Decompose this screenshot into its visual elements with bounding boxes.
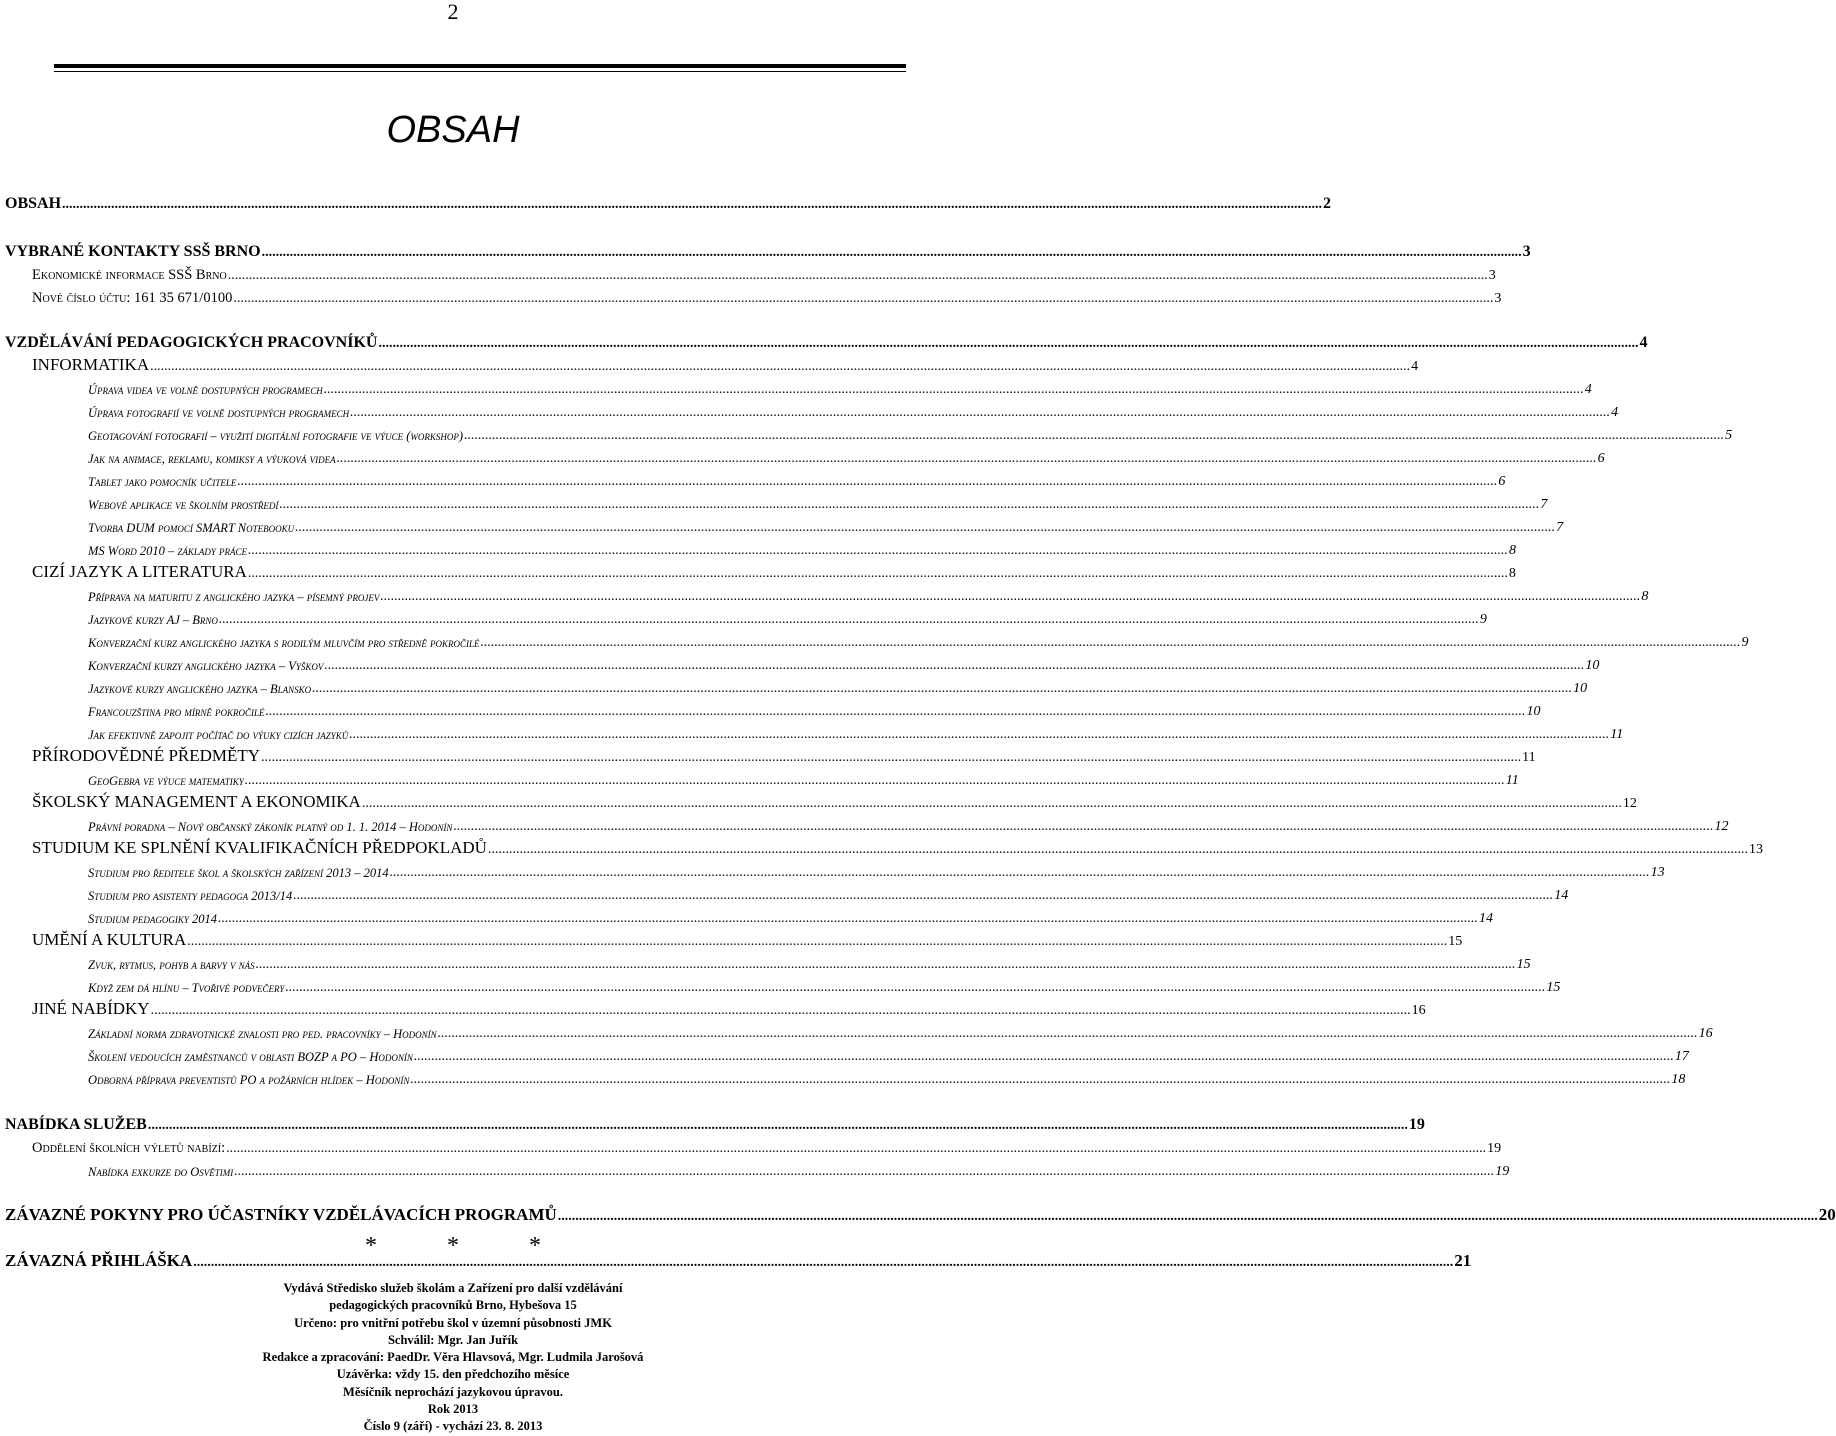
toc-entry-page: 10 [1585,658,1600,673]
toc-entry[interactable] [88,493,1548,513]
toc-entry[interactable] [88,769,1519,789]
toc-entry-title: Studium pedagogiky 2014 [88,912,217,926]
toc-entry-page: 6 [1597,451,1605,466]
toc-entry[interactable] [32,287,1502,307]
toc-entry[interactable] [88,1160,1510,1180]
toc-leader-dots [311,681,1573,697]
toc-entry[interactable] [88,585,1649,605]
toc-leader-dots [225,1141,1487,1157]
toc-leader-dots [413,1049,1675,1065]
toc-entry-title: Studium pro asistenty pedagoga 2013/14 [88,889,293,903]
toc-leader-dots [218,612,1480,628]
toc-entry-page: 3 [1488,268,1496,283]
toc-entry-page: 19 [1495,1164,1510,1179]
toc-entry[interactable] [32,264,1496,284]
toc-entry-page: 10 [1526,704,1541,719]
toc-entry-page: 12 [1622,796,1637,811]
toc-entry[interactable] [32,999,1426,1019]
imprint-line: Určeno: pro vnitřní potřebu škol v územní působnosti JMK [294,1315,612,1330]
toc-entry[interactable] [88,1022,1713,1042]
imprint-line: Měsíčník neprochází jazykovou úpravou. [343,1384,563,1399]
toc-entry-page: 13 [1748,842,1763,857]
toc-entry-title: Jazykové kurzy AJ – Brno [88,613,218,627]
toc-leader-dots [150,1003,1412,1019]
toc-entry-page: 14 [1479,911,1493,926]
toc-entry-page: 9 [1741,635,1749,650]
imprint [0,1280,906,1436]
toc-entry-title: CIZÍ JAZYK A LITERATURA [32,562,247,581]
separator-stars [0,1233,906,1260]
toc-entry-page: 6 [1498,474,1506,489]
toc-entry[interactable] [5,1205,1836,1225]
toc-entry-page: 14 [1554,888,1569,903]
toc-entry-page: 15 [1546,980,1561,995]
toc-entry[interactable] [88,1068,1686,1088]
toc-entry-title: Základní norma zdravotnické znalosti pro ped. pracovníky – Hodonín [88,1027,437,1041]
toc-leader-dots [379,589,1641,605]
toc-entry[interactable] [88,401,1619,421]
toc-leader-dots [377,336,1639,352]
toc-leader-dots [294,520,1556,536]
toc-leader-dots [265,704,1527,720]
toc-entry-title: Tvorba DUM pomocí SMART Notebooku [88,521,295,535]
toc-entry[interactable] [32,930,1463,950]
toc-leader-dots [244,773,1506,789]
toc-entry-page: 4 [1639,334,1648,351]
toc-entry-page: 16 [1411,1003,1426,1018]
imprint-line: pedagogických pracovníků Brno, Hybešova 15 [329,1298,577,1313]
toc-entry-title: Geotagování fotografií – využití digitální fotografie ve výuce (workshop) [88,429,464,443]
toc-entry-title: INFORMATIKA [32,355,150,374]
toc-entry[interactable] [88,378,1592,398]
toc-entry[interactable] [88,861,1665,881]
toc-leader-dots [323,382,1585,398]
toc-entry[interactable] [88,539,1516,559]
star: * [529,1233,541,1259]
toc-entry-title: Úprava videa ve volně dostupných programech [88,383,323,397]
toc-leader-dots [463,428,1725,444]
toc-entry[interactable] [88,723,1624,743]
toc-entry-page: 16 [1698,1026,1713,1041]
toc-entry[interactable] [88,953,1531,973]
toc-entry-page: 19 [1487,1141,1502,1156]
toc-entry-title: ŠKOLSKÝ MANAGEMENT A EKONOMIKA [32,792,361,811]
toc-entry[interactable] [32,792,1637,812]
toc-entry-page: 11 [1522,750,1536,765]
toc-entry[interactable] [88,470,1506,490]
toc-entry-title: Jak na animace, reklamu, komiksy a výuková videa [88,452,336,466]
toc-entry-title: Francouzština pro mírně pokročilé [88,705,265,719]
toc-leader-dots [437,1026,1699,1042]
toc-entry-title: UMĚNÍ A KULTURA [32,930,187,949]
toc-entry[interactable] [32,1137,1502,1157]
toc-entry[interactable] [32,355,1419,375]
imprint-line: Uzávěrka: vždy 15. den předchozího měsíce [336,1367,570,1382]
star: * [365,1233,377,1259]
toc-leader-dots [479,635,1741,651]
toc-entry-title: Jazykové kurzy anglického jazyka – Blansko [88,682,312,696]
toc-entry[interactable] [88,700,1541,720]
page-number: 2 [447,0,459,24]
toc-leader-dots [227,268,1489,284]
toc-leader-dots [236,474,1498,490]
toc-entry[interactable] [5,241,1531,261]
toc-leader-dots [232,291,1494,307]
toc-entry[interactable] [5,1114,1425,1134]
imprint-line: Číslo 9 (září) - vychází 23. 8. 2013 [363,1419,543,1434]
toc-entry-page: 21 [1454,1251,1472,1270]
toc-entry-page: 20 [1818,1205,1836,1224]
toc-entry[interactable] [32,746,1536,766]
toc-leader-dots [278,497,1540,513]
toc-leader-dots [186,934,1448,950]
toc-leader-dots [149,359,1411,375]
toc-entry[interactable] [5,193,1332,213]
toc-leader-dots [147,1118,1409,1134]
toc-leader-dots [292,888,1554,904]
toc-entry[interactable] [88,424,1733,444]
toc-leader-dots [255,957,1517,973]
toc-entry-title: Oddělení školních výletů nabízí: [32,1140,226,1156]
toc-entry[interactable] [88,608,1487,628]
toc-entry-page: 15 [1448,934,1463,949]
toc-entry[interactable] [88,677,1588,697]
toc-entry-title: ZÁVAZNÉ POKYNY PRO ÚČASTNÍKY VZDĚLÁVACÍCH PROGRAMŮ [5,1205,557,1224]
toc-entry-page: 4 [1611,405,1619,420]
toc-entry-title: Konverzační kurz anglického jazyka s rodilým mluvčím pro středně pokročilé [88,636,480,650]
toc-entry-title: Konverzační kurzy anglického jazyka – Vyškov [88,659,324,673]
toc-entry[interactable] [88,516,1564,536]
toc-entry-title: JINÉ NABÍDKY [32,999,150,1018]
toc-entry-title: NABÍDKA SLUŽEB [5,1116,147,1133]
toc-entry-title: Odborná příprava preventistů PO a požárních hlídek – Hodonín [88,1073,410,1087]
toc-entry-title: Nabídka exkurze do Osvětimi [88,1165,234,1179]
toc-entry-page: 4 [1411,359,1419,374]
toc-entry-page: 11 [1505,773,1519,788]
toc-entry-page: 15 [1516,957,1531,972]
toc-entry-page: 13 [1650,865,1665,880]
toc-leader-dots [409,1072,1671,1088]
toc-leader-dots [323,658,1585,674]
toc-entry-title: ZÁVAZNÁ PŘIHLÁŠKA [5,1251,193,1270]
toc-entry-title: VYBRANÉ KONTAKTY SSŠ BRNO [5,243,261,260]
toc-leader-dots [233,1164,1495,1180]
imprint-line: Rok 2013 [427,1402,479,1417]
toc-entry[interactable] [5,332,1648,352]
toc-entry-page: 4 [1584,382,1592,397]
toc-leader-dots [452,819,1714,835]
toc-entry[interactable] [88,976,1561,996]
toc-entry[interactable] [32,838,1763,858]
star: * [447,1233,459,1259]
toc-entry-title: Úprava fotografií ve volně dostupných programech [88,406,350,420]
toc-entry-page: 3 [1494,291,1502,306]
toc-leader-dots [261,245,1523,261]
toc-entry-page: 3 [1522,243,1531,260]
toc-leader-dots [217,911,1479,927]
toc-leader-dots [389,865,1651,881]
toc-leader-dots [61,197,1323,213]
toc-entry-title: Právní poradna – Nový občanský zákoník platný od 1. 1. 2014 – Hodonín [88,820,453,834]
toc-entry[interactable] [88,907,1493,927]
toc-entry-title: VZDĚLÁVÁNÍ PEDAGOGICKÝCH PRACOVNÍKŮ [5,334,378,351]
toc-leader-dots [487,842,1749,858]
toc-leader-dots [557,1209,1819,1225]
toc-entry-page: 9 [1479,612,1487,627]
toc-entry-page: 12 [1714,819,1729,834]
toc-entry-title: Příprava na maturitu z anglického jazyka – písemný projev [88,590,380,604]
imprint-line: Vydává Středisko služeb školám a Zařízení pro další vzdělávání [283,1281,623,1295]
toc-entry-title: STUDIUM KE SPLNĚNÍ KVALIFIKAČNÍCH PŘEDPOKLADŮ [32,838,487,857]
toc-entry-page: 7 [1540,497,1548,512]
toc-entry-page: 10 [1573,681,1588,696]
toc-leader-dots [336,451,1598,467]
toc-entry-page: 8 [1508,543,1516,558]
toc-entry-page: 8 [1641,589,1649,604]
toc-entry-page: 2 [1323,195,1332,212]
toc-entry-title: MS Word 2010 – základy práce [88,544,247,558]
page-title: OBSAH [386,109,520,151]
toc-entry[interactable] [88,884,1569,904]
toc-entry-title: PŘÍRODOVĚDNÉ PŘEDMĚTY [32,746,261,765]
toc-entry-page: 8 [1508,566,1516,581]
toc-entry-page: 19 [1408,1116,1425,1133]
toc-entry[interactable] [88,815,1729,835]
toc-entry[interactable] [88,654,1600,674]
toc-leader-dots [284,980,1546,996]
toc-entry-page: 5 [1725,428,1733,443]
toc-leader-dots [247,543,1509,559]
toc-entry-page: 17 [1674,1049,1689,1064]
toc-entry-title: Ekonomické informace SSŠ Brno [32,267,227,283]
toc-entry-title: Školení vedoucích zaměstnanců v oblasti BOZP a PO – Hodonín [88,1050,413,1064]
toc-entry-title: Jak efektivně zapojit počítač do výuky cizích jazyků [88,728,349,742]
toc-entry[interactable] [88,447,1605,467]
toc-entry-title: Webové aplikace ve školním prostředí [88,498,279,512]
toc-entry-title: Nové číslo účtu: 161 35 671/0100 [32,290,233,306]
toc-entry-page: 11 [1610,727,1624,742]
toc-entry-title: Studium pro ředitele škol a školských zařízení 2013 – 2014 [88,866,389,880]
toc-entry-page: 7 [1556,520,1564,535]
toc-leader-dots [247,566,1509,582]
imprint-line: Redakce a zpracování: PaedDr. Věra Hlavsová, Mgr. Ludmila Jarošová [262,1350,644,1365]
toc-leader-dots [361,796,1623,812]
toc-entry-page: 18 [1671,1072,1686,1087]
toc-leader-dots [260,750,1522,766]
toc-entry[interactable] [88,631,1749,651]
toc-entry-title: Když zem dá hlínu – Tvořivé podvečery [88,981,285,995]
toc-entry-title: Tablet jako pomocník učitele [88,475,237,489]
toc-entry-title: OBSAH [5,195,62,212]
toc-leader-dots [348,727,1610,743]
toc-entry-title: GeoGebra ve výuce matematiky [88,774,244,788]
toc-entry[interactable] [32,562,1516,582]
toc-entry[interactable] [88,1045,1689,1065]
toc-entry-title: Zvuk, rytmus, pohyb a barvy v nás [88,958,255,972]
imprint-line: Schválil: Mgr. Jan Juřík [387,1332,519,1347]
toc-leader-dots [349,405,1611,421]
